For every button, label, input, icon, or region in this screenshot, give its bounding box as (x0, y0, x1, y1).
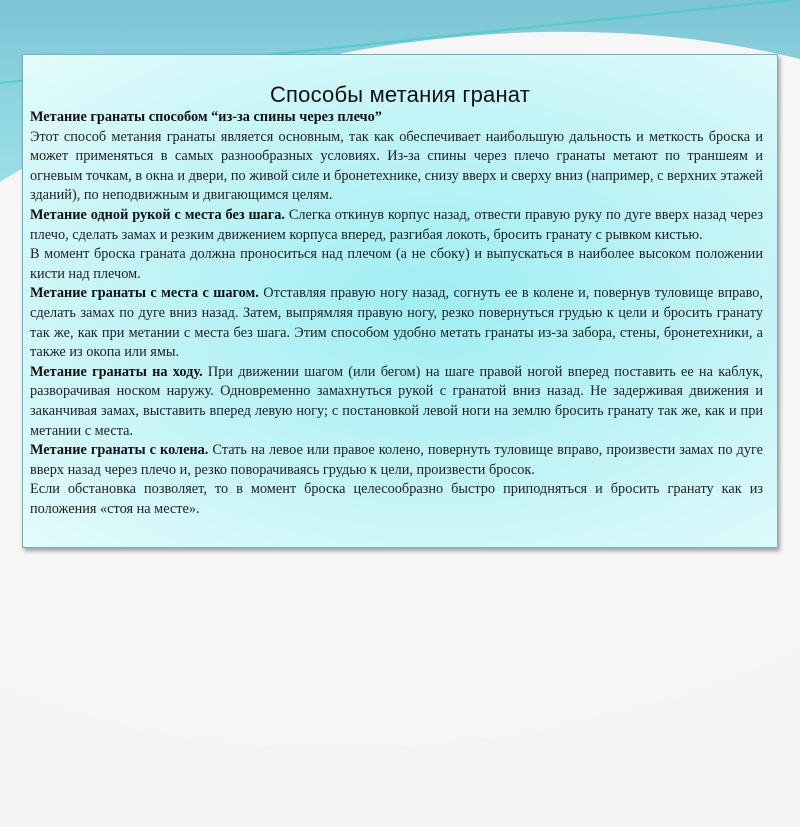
paragraph (30, 206, 763, 245)
paragraph-text: Отставляя правую ногу назад, согнуть ее в колене и, повернув туловище вправо, сделать замах по дуге вниз назад. Затем, выпрямляя правую ногу, резко повернуться грудью к цели и бросить гранату так же, как при метании с места без шага. Этим способом удобно метать гранаты из-за забора, стены, бронетехники, а также из окопа или ямы. (30, 285, 763, 361)
paragraph-text: Слегка откинув корпус назад, отвести правую руку по дуге вверх назад через плечо, сделать замах и резким движением корпуса вперед, разгибая локоть, бросить гранату с рывком кистью. (30, 206, 764, 243)
slide-panel (22, 54, 778, 548)
paragraph-heading: Метание гранаты с колена. (30, 442, 209, 459)
slide-title: Способы метания гранат (269, 82, 531, 107)
paragraph (30, 245, 763, 284)
paragraph-text: Этот способ метания гранаты является основным, так как обеспечивает наибольшую дальность и меткость броска и может применяться в самых разнообразных условиях. Из-за спины через плечо гранаты метают по траншеям и огневым точкам, в окна и двери, по живой силе и бронетехнике, снизу вверх и сверху вниз (например, с верхних этажей зданий), по неподвижным и двигающимся целям. (30, 128, 763, 204)
paragraph-heading: Метание гранаты на ходу. (30, 363, 203, 380)
paragraph-text: Если обстановка позволяет, то в момент броска целесообразно быстро приподняться и бросить гранату как из положения «стоя на месте». (30, 481, 763, 517)
paragraph (30, 480, 763, 519)
paragraph (30, 284, 763, 362)
paragraph-text: Стать на левое или правое колено, повернуть туловище вправо, произвести замах по дуге вверх назад через плечо и, резко поворачиваясь грудью к цели, произвести бросок. (30, 442, 764, 478)
paragraph (30, 441, 763, 480)
paragraph-heading: Метание гранаты с места с шагом. (30, 285, 259, 302)
paragraph (30, 128, 763, 206)
slide-content (30, 108, 763, 519)
paragraph-text: При движении шагом (или бегом) на шаге правой ногой вперед поставить ее на каблук, разворачивая носком наружу. Одновременно замахнуться рукой с гранатой вниз назад. Не задерживая движения и заканчивая замах, выставить вперед левую ногу; с постановкой левой ноги на землю бросить гранату так же, как и при метании с места. (30, 363, 763, 439)
paragraph-heading: Метание гранаты способом “из-за спины через плечо” (30, 109, 382, 125)
paragraph-text: В момент броска граната должна проноситься над плечом (а не сбоку) и выпускаться в наиболее высоком положении кисти над плечом. (30, 246, 763, 282)
paragraph (30, 363, 763, 441)
paragraph (30, 108, 763, 128)
paragraph-heading: Метание одной рукой с места без шага. (30, 206, 285, 223)
